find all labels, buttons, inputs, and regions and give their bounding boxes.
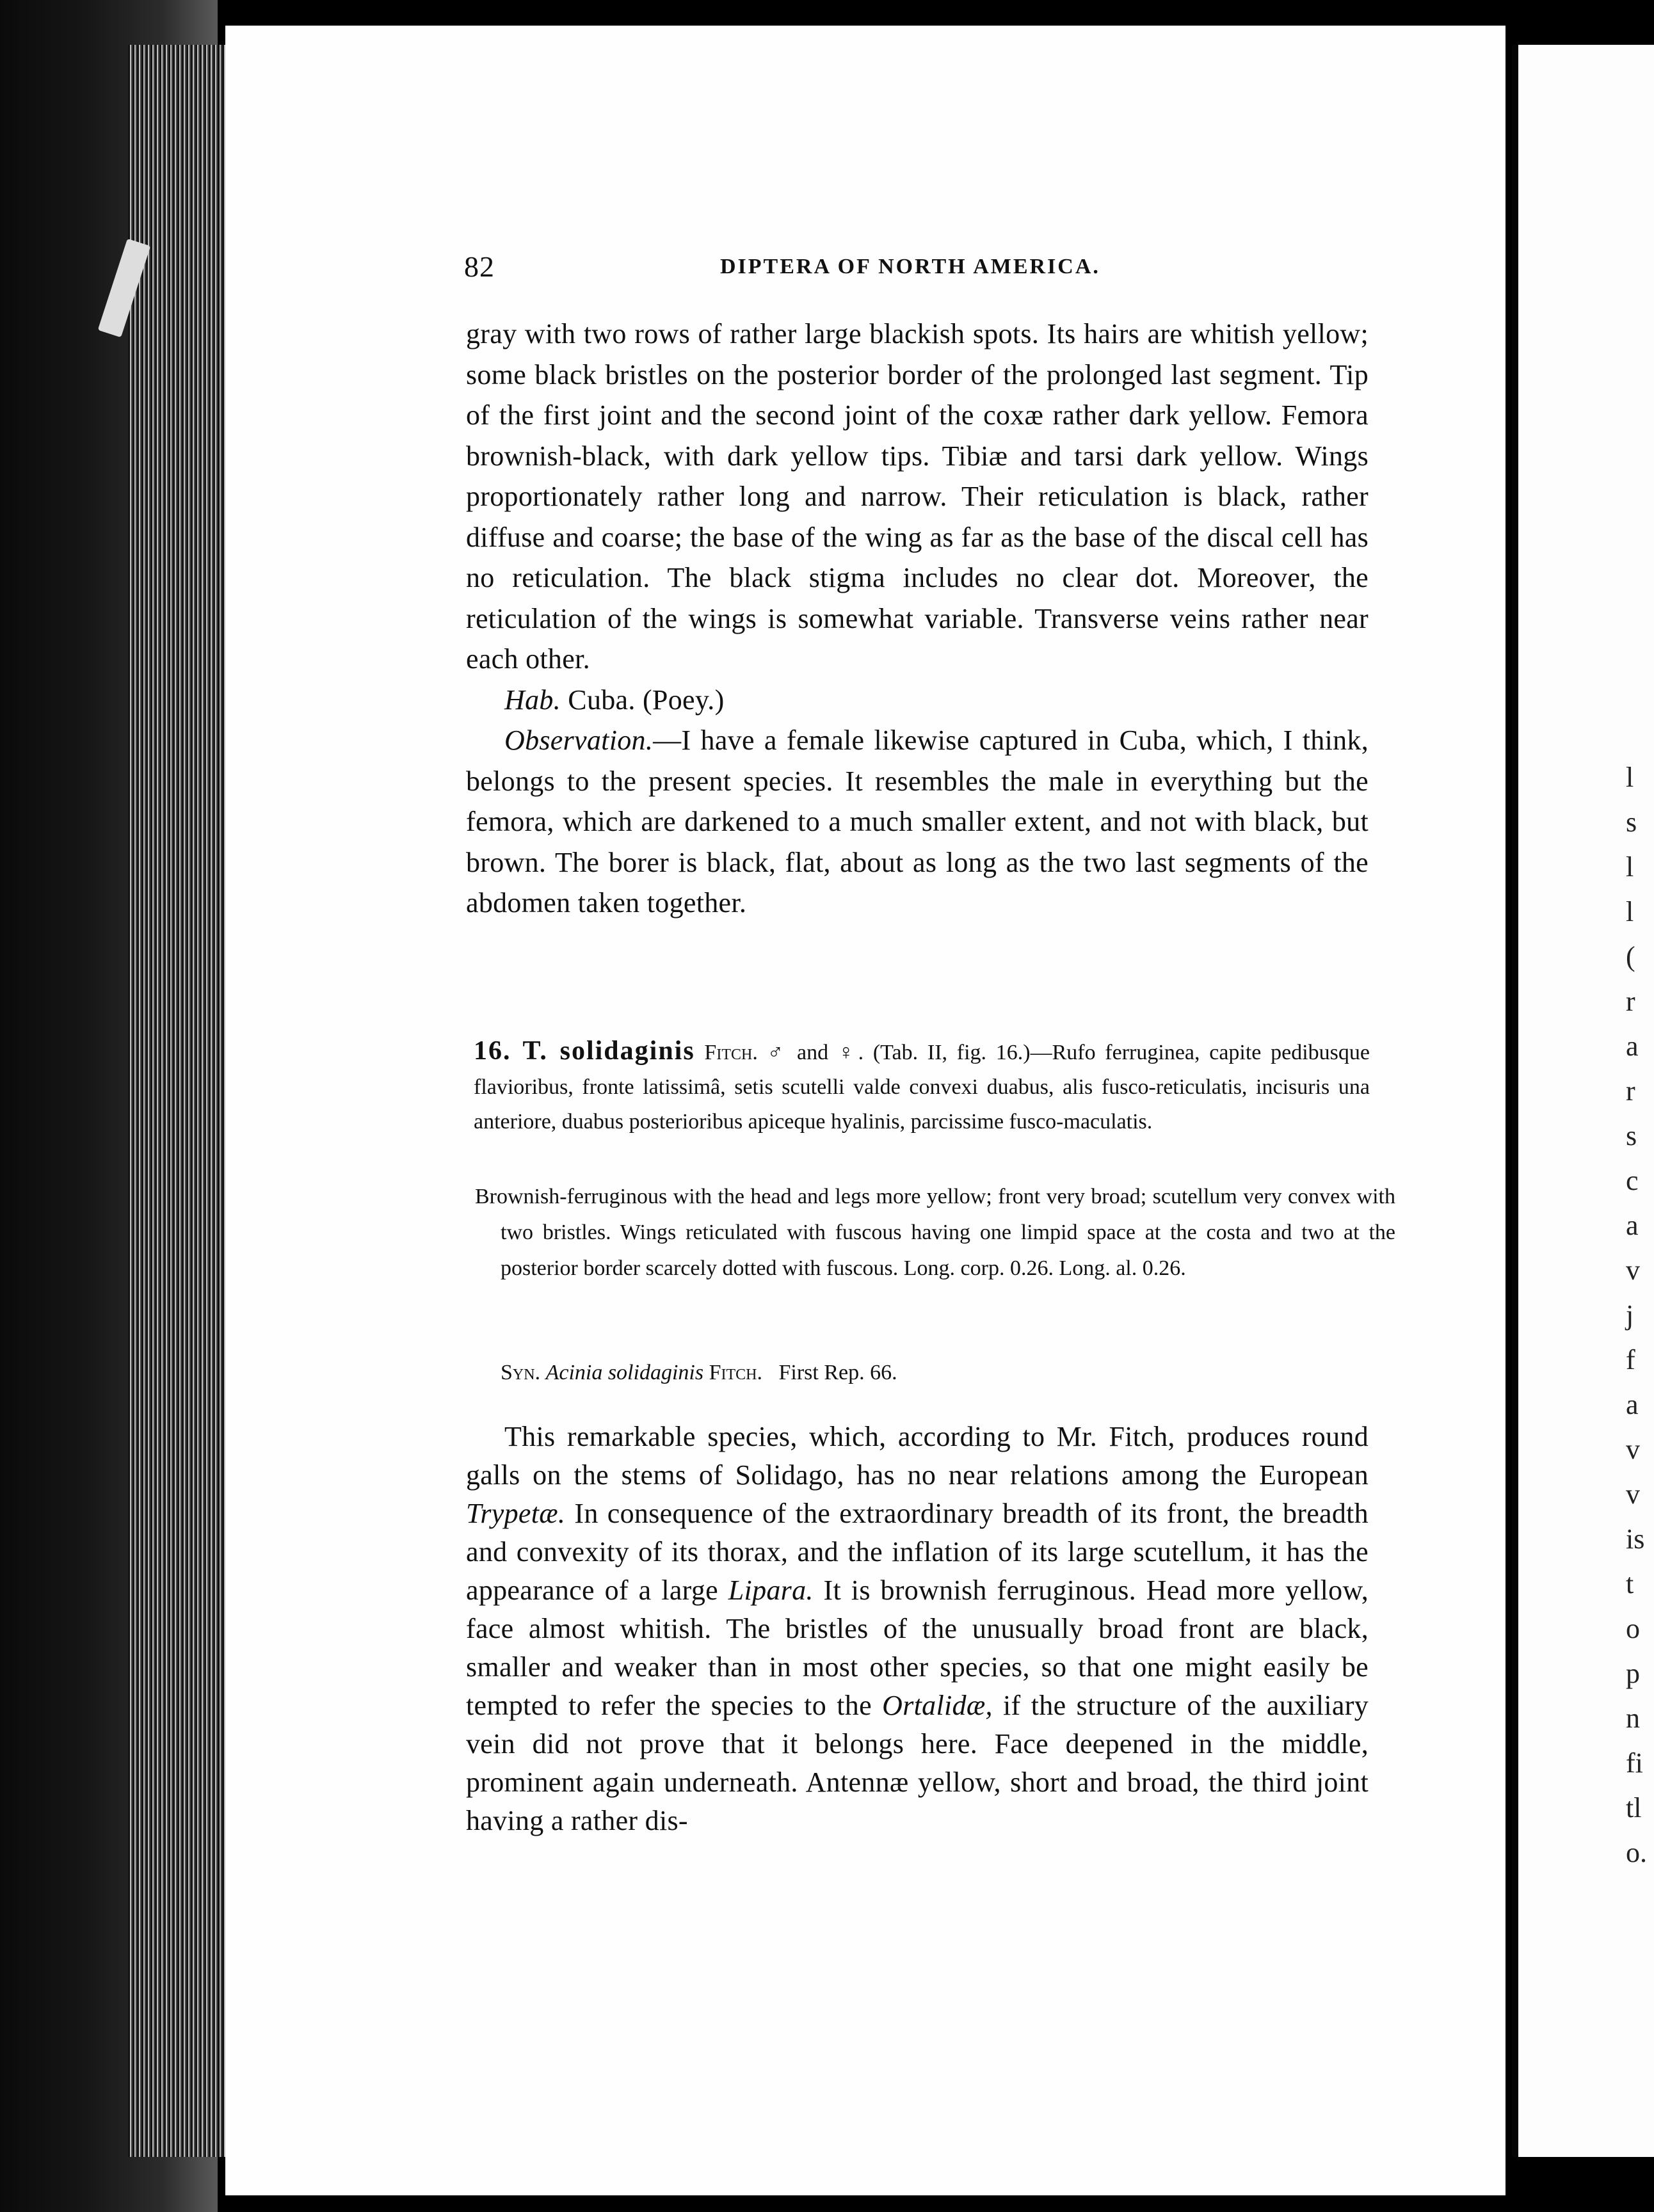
right-page-fragment: t [1626,1568,1634,1599]
right-page-fragment: p [1626,1658,1640,1689]
page-edges [128,45,230,2157]
observation-label: Observation. [504,725,654,756]
species-discussion [466,1418,1369,1840]
page-number: 82 [464,250,495,283]
latin-diagnosis: —Rufo ferruginea, capite pedibusque flavioribus, fronte latissimâ, setis scutelli valde convexi duabus, alis fusco-reticulatis, incisuris una anteriore, duabus posterioribus apiceque hyalinis, parcissime fusco-maculatis. [474,1041,1370,1134]
discussion-text-3: It is brownish ferruginous. Head more yellow, face almost whitish. The bristles of the unusually broad front are black, smaller and weaker than in most other species, so that one might easily be tempted to refer the species to the [466,1575,1369,1721]
species-sexes: ♂ and ♀. [767,1041,864,1064]
habitat-label: Hab. [504,684,561,716]
right-page-fragment: j [1626,1299,1634,1331]
synonym-label: Syn. [501,1361,541,1384]
right-page-fragment: v [1626,1254,1640,1286]
right-page-fragment: r [1626,1075,1635,1107]
species-entry [474,1034,1370,1139]
right-page-fragment: c [1626,1165,1639,1196]
right-page-fragment: s [1626,1120,1637,1151]
english-diagnosis: Brownish-ferruginous with the head and legs more yellow; front very broad; scutellum very convex with two bristles. Wings reticulated with fuscous having one limpid space at the costa and two at the posterior border scarcely dotted with fuscous. Long. corp. 0.26. Long. al. 0.26. [475,1185,1395,1280]
synonym-reference: First Rep. 66. [778,1361,897,1384]
right-page-fragment: s [1626,806,1637,838]
species-plate-reference: (Tab. II, fig. 16.) [872,1041,1031,1064]
habitat-line [466,680,1369,721]
genus-lipara: Lipara. [728,1575,814,1606]
right-page-fragment: a [1626,1030,1639,1062]
species-heading: 16. T. solidaginis [474,1036,695,1066]
continued-description [466,314,1369,924]
right-page-fragment: ( [1626,941,1635,972]
right-page-fragment: a [1626,1389,1639,1420]
paragraph-continuation: gray with two rows of rather large blackish spots. Its hairs are whitish yellow; some black bristles on the posterior border of the prolonged last segment. Tip of the first joint and the second joint of the coxæ rather dark yellow. Femora brownish-black, with dark yellow tips. Tibiæ and tarsi dark yellow. Wings proportionately rather long and narrow. Their reticulation is black, rather diffuse and coarse; the base of the wing as far as the base of the discal cell has no reticulation. The black stigma includes no clear dot. Moreover, the reticulation of the wings is somewhat variable. Transverse veins rather near each other. [466,318,1369,675]
species-author: Fitch. [704,1041,758,1064]
right-page-fragment: l [1626,851,1634,883]
family-ortalidae: Ortalidæ, [882,1690,993,1721]
genus-trypetae: Trypetæ. [466,1498,566,1529]
right-page-fragment: tl [1626,1792,1642,1823]
observation-paragraph [466,720,1369,924]
synonymy-line [501,1357,1333,1389]
right-page-fragment: v [1626,1434,1640,1465]
observation-text: —I have a female likewise captured in Cuba, which, I think, belongs to the present species. It resembles the male in everything but the femora, which are darkened to a much smaller extent, and not with black, but brown. The borer is black, flat, about as long as the two last segments of the abdomen taken together. [466,725,1369,918]
right-page-fragment: is [1626,1523,1645,1555]
right-page-fragment: l [1626,762,1634,793]
right-page-fragment: f [1626,1344,1635,1375]
right-page-text-fragments [1626,755,1654,1875]
right-page-fragment: v [1626,1479,1640,1510]
right-page-fragment: r [1626,986,1635,1017]
right-page-fragment: a [1626,1210,1639,1241]
synonym-name: Acinia solidaginis [545,1361,704,1384]
synonym-author: Fitch. [709,1361,762,1384]
right-page-fragment: o. [1626,1837,1647,1868]
page-header [464,250,1373,294]
running-head: DIPTERA OF NORTH AMERICA. [720,255,1100,278]
discussion-text-1: This remarkable species, which, according to Mr. Fitch, produces round galls on the stems of Solidago, has no near relations among the European [466,1421,1369,1491]
discussion-text-2: In consequence of the extraordinary breadth of its front, the breadth and convexity of its thorax, and the inflation of its large scutellum, it has the appearance of a large [466,1498,1369,1606]
right-page-fragment: o [1626,1613,1640,1644]
right-page-fragment: n [1626,1703,1640,1734]
discussion-text-4: if the structure of the auxiliary vein did not prove that it belongs here. Face deepened in the middle, prominent again underneath. Antennæ yellow, short and broad, the third joint having a rather dis- [466,1690,1369,1836]
habitat-text: Cuba. (Poey.) [568,684,725,716]
right-page-fragment: fi [1626,1747,1643,1779]
right-page-fragment: l [1626,896,1634,927]
discussion-paragraph [466,1418,1369,1840]
